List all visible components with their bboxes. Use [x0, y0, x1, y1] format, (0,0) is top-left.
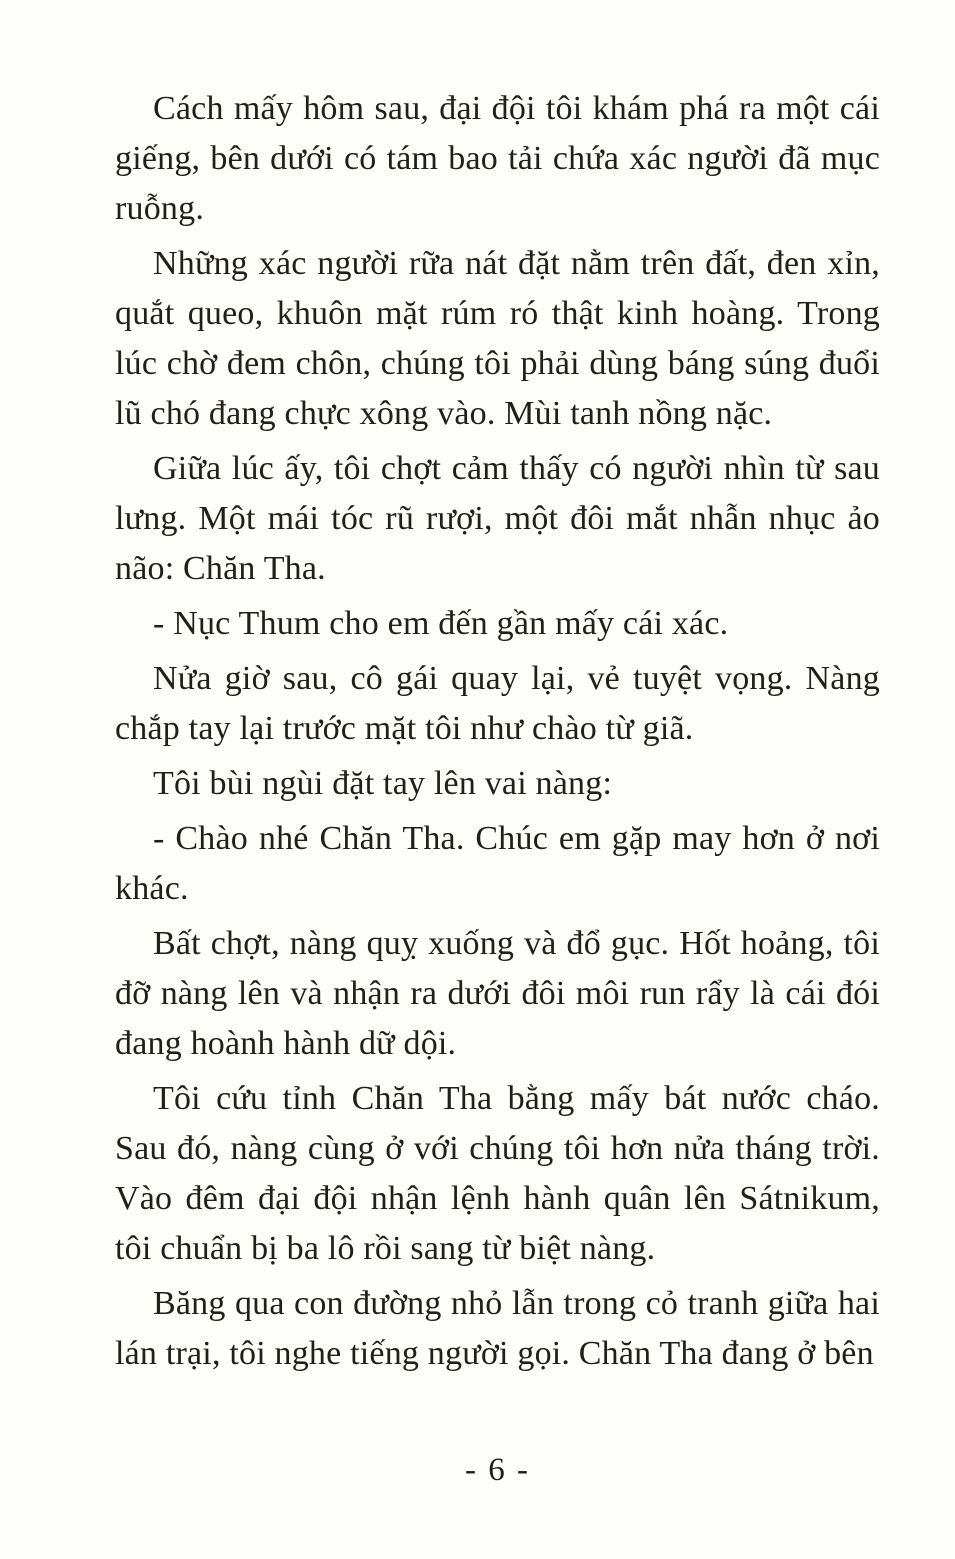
- paragraph: Băng qua con đường nhỏ lẫn trong cỏ tranh giữa hai lán trại, tôi nghe tiếng người gọi. Chăn Tha đang ở bên: [115, 1285, 880, 1372]
- paragraph: Tôi bùi ngùi đặt tay lên vai nàng:: [153, 765, 613, 802]
- paragraph: Cách mấy hôm sau, đại đội tôi khám phá ra một cái giếng, bên dưới có tám bao tải chứa xác người đã mục ruỗng.: [115, 90, 880, 227]
- paragraph: Bất chợt, nàng quỵ xuống và đổ gục. Hốt hoảng, tôi đỡ nàng lên và nhận ra dưới đôi môi run rẩy là cái đói đang hoành hành dữ dội.: [115, 925, 880, 1062]
- page-number: - 6 -: [465, 1452, 530, 1488]
- dialogue-line: - Nục Thum cho em đến gần mấy cái xác.: [153, 605, 729, 642]
- dialogue-line: - Chào nhé Chăn Tha. Chúc em gặp may hơn ở nơi khác.: [115, 820, 880, 907]
- paragraph: Nửa giờ sau, cô gái quay lại, vẻ tuyệt vọng. Nàng chắp tay lại trước mặt tôi như chào từ giã.: [115, 660, 880, 747]
- text-block: [115, 84, 880, 1384]
- paragraph: Những xác người rữa nát đặt nằm trên đất, đen xỉn, quắt queo, khuôn mặt rúm ró thật kinh hoàng. Trong lúc chờ đem chôn, chúng tôi phải dùng báng súng đuổi lũ chó đang chực xông vào. Mùi tanh nồng nặc.: [115, 245, 880, 432]
- paragraph: Giữa lúc ấy, tôi chợt cảm thấy có người nhìn từ sau lưng. Một mái tóc rũ rượi, một đôi mắt nhẫn nhục ảo não: Chăn Tha.: [115, 450, 880, 587]
- paragraph: Tôi cứu tỉnh Chăn Tha bằng mấy bát nước cháo. Sau đó, nàng cùng ở với chúng tôi hơn nửa tháng trời. Vào đêm đại đội nhận lệnh hành quân lên Sátnikum, tôi chuẩn bị ba lô rồi sang từ biệt nàng.: [115, 1080, 880, 1267]
